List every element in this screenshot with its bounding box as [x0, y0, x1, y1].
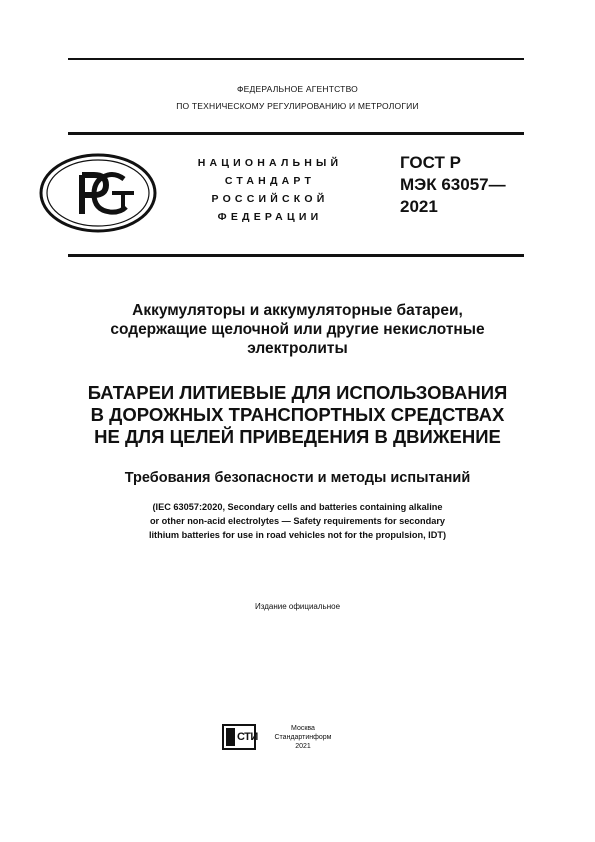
gost-r-emblem-icon [38, 152, 158, 234]
subtitle-line-2: содержащие щелочной или другие некислотные [110, 321, 485, 338]
national-line-2: СТАНДАРТ [224, 175, 316, 187]
top-rule [68, 58, 524, 60]
iec-line-3: lithium batteries for use in road vehicles not for the propulsion, IDT) [148, 530, 447, 540]
standard-code-line-1: ГОСТ Р [400, 153, 461, 172]
publisher-logo-icon [222, 724, 256, 750]
national-line-4: ФЕДЕРАЦИИ [217, 211, 323, 223]
standard-code-line-2: МЭК 63057— [400, 175, 506, 194]
requirements-heading: Требования безопасности и методы испытаний [124, 470, 471, 486]
title-line-2: В ДОРОЖНЫХ ТРАНСПОРТНЫХ СРЕДСТВАХ [90, 404, 505, 425]
publisher-name: Стандартинформ [274, 734, 332, 741]
title-line-1: БАТАРЕИ ЛИТИЕВЫЕ ДЛЯ ИСПОЛЬЗОВАНИЯ [87, 382, 508, 403]
header-rule [68, 132, 524, 135]
iec-line-1: (IEC 63057:2020, Secondary cells and batteries containing alkaline [152, 502, 443, 512]
title-line-3: НЕ ДЛЯ ЦЕЛЕЙ ПРИВЕДЕНИЯ В ДВИЖЕНИЕ [94, 426, 501, 447]
subtitle-line-3: электролиты [247, 340, 348, 357]
iec-line-2: or other non-acid electrolytes — Safety requirements for secondary [149, 516, 446, 526]
publisher-logo-text: СТИ [237, 731, 258, 743]
agency-line-2: ПО ТЕХНИЧЕСКОМУ РЕГУЛИРОВАНИЮ И МЕТРОЛОГИИ [176, 101, 419, 111]
edition-label: Издание официальное [254, 602, 341, 611]
publisher-city: Москва [291, 725, 315, 732]
agency-line-1: ФЕДЕРАЛЬНОЕ АГЕНТСТВО [237, 84, 358, 94]
subtitle-line-1: Аккумуляторы и аккумуляторные батареи, [132, 302, 463, 319]
publisher-year: 2021 [295, 743, 311, 750]
standard-box-bottom-rule [68, 254, 524, 257]
national-line-3: РОССИЙСКОЙ [211, 193, 329, 205]
national-line-1: НАЦИОНАЛЬНЫЙ [197, 157, 343, 169]
standard-code-line-3: 2021 [400, 197, 438, 216]
